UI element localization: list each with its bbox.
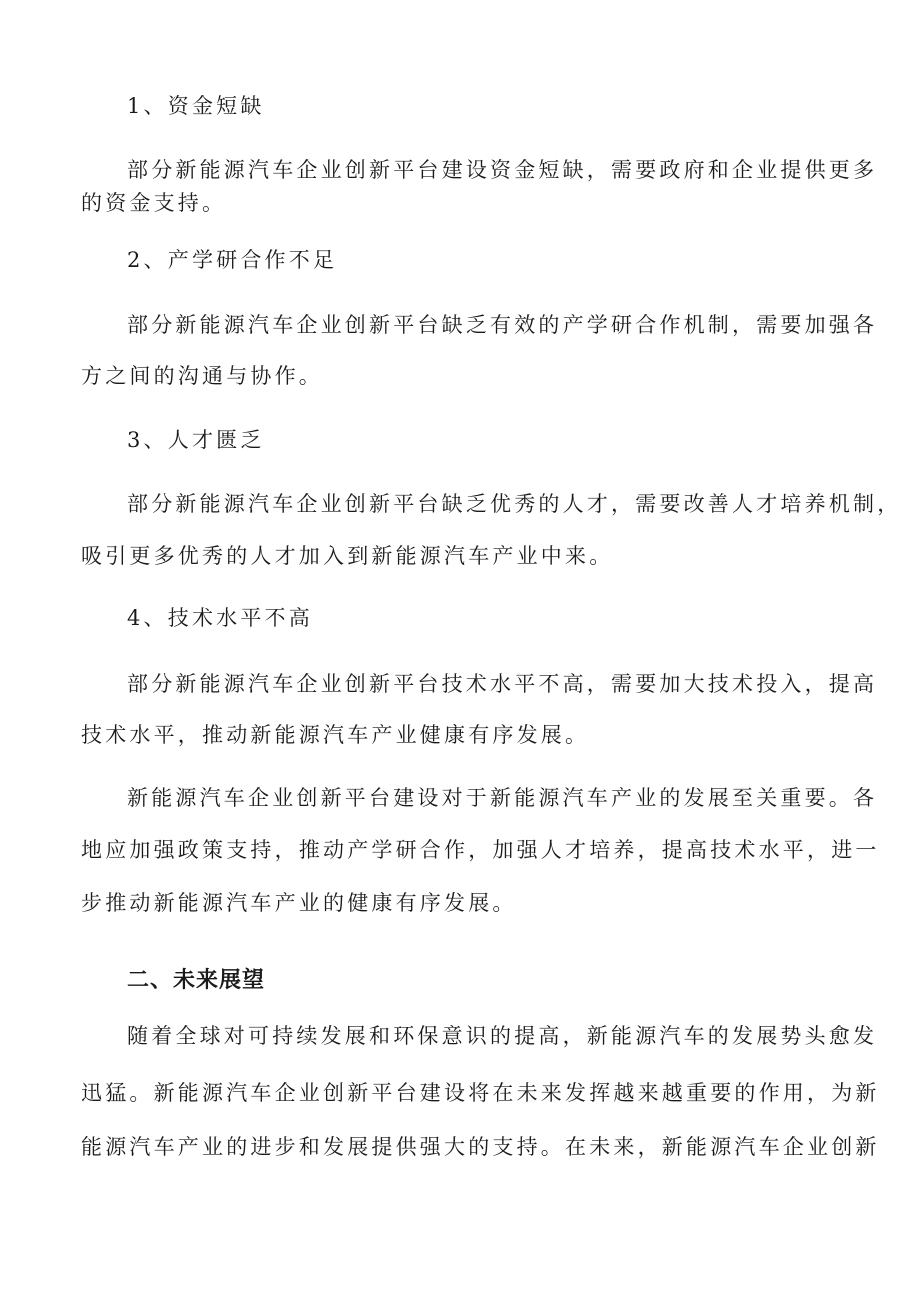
item-1-heading: 1、资金短缺 [127,94,265,118]
section-2-line-2: 迅猛。新能源汽车企业创新平台建设将在未来发挥越来越重要的作用，为新 [81,1081,880,1105]
item-3-heading: 3、人才匮乏 [127,428,265,452]
section-2-title: 二、未来展望 [127,968,266,993]
item-4-line-1: 部分新能源汽车企业创新平台技术水平不高，需要加大技术投入，提高 [127,672,878,696]
item-2-heading: 2、产学研合作不足 [127,248,338,272]
section-2-line-1: 随着全球对可持续发展和环保意识的提高，新能源汽车的发展势头愈发 [127,1024,878,1048]
conclusion-line-2: 地应加强政策支持，推动产学研合作，加强人才培养，提高技术水平，进一 [81,838,880,862]
item-3-line-2: 吸引更多优秀的人才加入到新能源汽车产业中来。 [81,544,614,568]
item-4-line-2: 技术水平，推动新能源汽车产业健康有序发展。 [81,723,590,747]
conclusion-line-1: 新能源汽车企业创新平台建设对于新能源汽车产业的发展至关重要。各 [127,786,878,810]
item-3-line-1: 部分新能源汽车企业创新平台缺乏优秀的人才，需要改善人才培养机制， [127,492,902,516]
item-2-line-1: 部分新能源汽车企业创新平台缺乏有效的产学研合作机制，需要加强各 [127,313,878,337]
item-1-line-2: 的资金支持。 [81,191,227,215]
conclusion-line-3: 步推动新能源汽车产业的健康有序发展。 [81,891,517,915]
section-2-line-3: 能源汽车产业的进步和发展提供强大的支持。在未来，新能源汽车企业创新 [81,1135,880,1159]
item-2-line-2: 方之间的沟通与协作。 [81,364,323,388]
item-4-heading: 4、技术水平不高 [127,606,313,630]
item-1-line-1: 部分新能源汽车企业创新平台建设资金短缺，需要政府和企业提供更多 [127,158,878,182]
